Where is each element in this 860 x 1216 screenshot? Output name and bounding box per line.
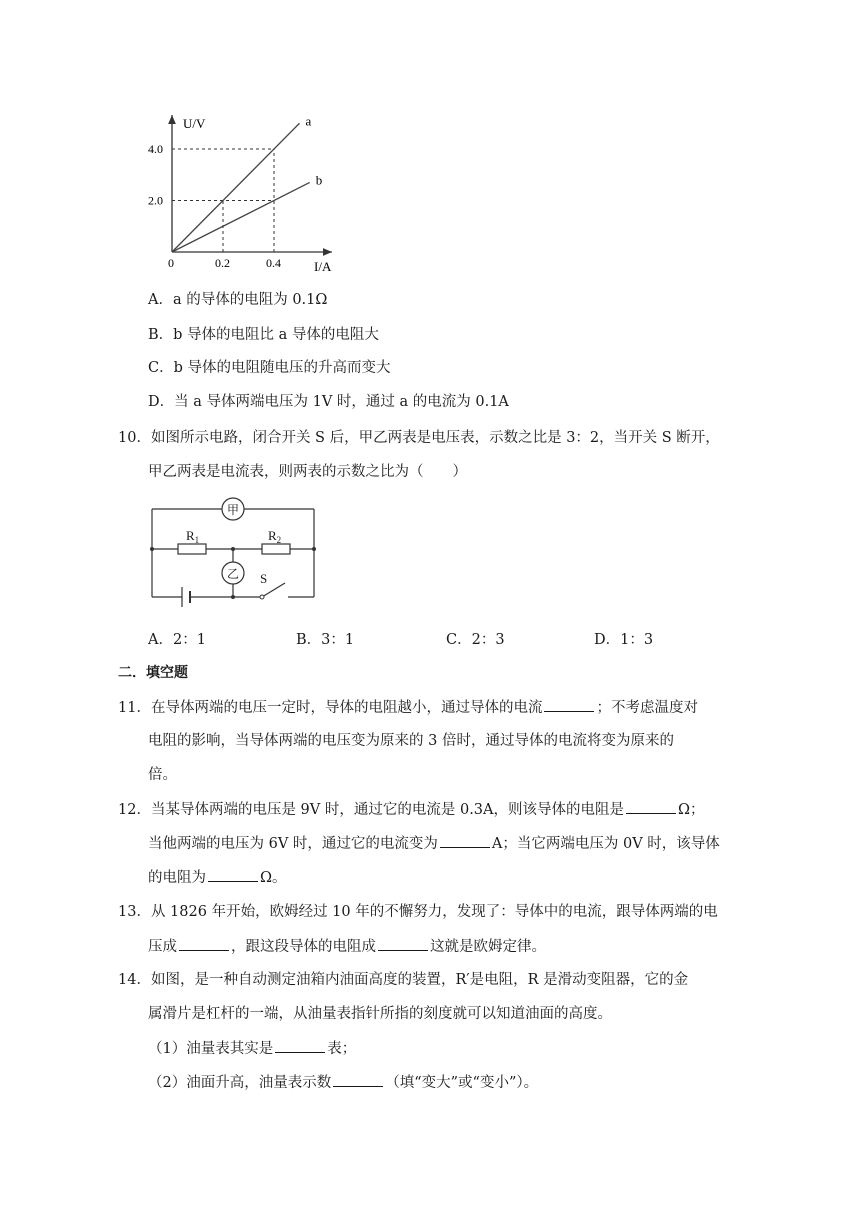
- y-tick-label: 2.0: [148, 193, 163, 208]
- q11-text-a: 11．在导体两端的电压一定时，导体的电阻越小，通过导体的电流: [118, 700, 543, 716]
- junction-right: [312, 547, 316, 551]
- q13-blank-1[interactable]: [179, 936, 229, 951]
- q10-stem-line1: 10．如图所示电路，闭合开关 S 后，甲乙两表是电压表，示数之比是 3：2，当开关 S 断开，: [118, 430, 720, 446]
- circuit-diagram: [0, 494, 860, 614]
- r1-label: $R_1$: [186, 528, 200, 545]
- q10-option-d: D．1：3: [594, 632, 654, 648]
- q13-line2: [148, 936, 546, 957]
- q12-text-e: 的电阻为: [148, 870, 206, 886]
- section-heading-fill-blank: 二．填空题: [118, 665, 188, 681]
- q11-line3: 倍。: [148, 767, 177, 783]
- q12-line2: [148, 833, 720, 854]
- origin-label: 0: [168, 256, 174, 270]
- r2-label: $R_2$: [268, 528, 282, 545]
- resistor-r2: [262, 544, 290, 554]
- q13-line1: 13．从 1826 年开始，欧姆经过 10 年的不懈努力，发现了：导体中的电流，跟导体两端的电: [118, 904, 718, 920]
- series-label-a: a: [305, 113, 312, 129]
- series-label-b: b: [315, 172, 323, 188]
- junction-left: [150, 547, 154, 551]
- x-tick-label: 0.4: [266, 256, 281, 270]
- q10-option-b: B．3：1: [296, 632, 355, 648]
- q14-text-c: （2）油面升高，油量表示数: [148, 1075, 332, 1091]
- junction-middle: [231, 547, 235, 551]
- q14-sub1: [148, 1038, 356, 1059]
- q9-option-a: A．a 的导体的电阻为 0.1Ω: [148, 292, 328, 308]
- switch-pivot: [260, 595, 264, 599]
- q14-line2: 属滑片是杠杆的一端，从油量表指针所指的刻度就可以知道油面的高度。: [148, 1006, 612, 1022]
- q9-option-c: C．b 导体的电阻随电压的升高而变大: [148, 360, 391, 376]
- q14-sub2: [148, 1072, 538, 1093]
- q12-line1: [118, 799, 705, 820]
- switch-label: S: [260, 571, 268, 586]
- q13-blank-2[interactable]: [378, 936, 428, 951]
- q14-text-d: （填“变大”或“变小”）。: [385, 1075, 539, 1091]
- q13-text-c: 这就是欧姆定律。: [430, 939, 546, 955]
- q12-text-c: 当他两端的电压为 6V 时，通过它的电流变为: [148, 836, 438, 852]
- q11-line1: [118, 697, 698, 718]
- q11-blank-1[interactable]: [544, 697, 594, 712]
- series-line-a: [172, 123, 300, 252]
- series-line-b: [172, 182, 310, 252]
- q10-stem-line2: 甲乙两表是电流表，则两表的示数之比为（ ）: [148, 464, 467, 480]
- q14-blank-2[interactable]: [333, 1072, 383, 1087]
- q9-option-d: D．当 a 导体两端电压为 1V 时，通过 a 的电流为 0.1A: [148, 394, 509, 410]
- q12-text-d: A；当它两端电压为 0V 时，该导体: [491, 836, 720, 852]
- q14-text-a: （1）油量表其实是: [148, 1041, 274, 1057]
- q12-text-f: Ω。: [260, 870, 287, 886]
- q13-text-b: ，跟这段导体的电阻成: [231, 939, 376, 955]
- q11-text-b: ；不考虑温度对: [596, 700, 698, 716]
- resistor-r1: [178, 544, 206, 554]
- y-axis-label: U/V: [183, 116, 206, 131]
- q12-blank-1[interactable]: [626, 799, 676, 814]
- meter-yi-label: 乙: [227, 567, 240, 581]
- q11-line2: 电阻的影响，当导体两端的电压变为原来的 3 倍时，通过导体的电流将变为原来的: [148, 733, 674, 749]
- u-i-graph: [0, 110, 860, 390]
- q12-line3: [148, 867, 287, 888]
- q12-blank-2[interactable]: [440, 833, 490, 848]
- x-tick-label: 0.2: [215, 256, 230, 270]
- q10-option-a: A．2：1: [148, 632, 206, 648]
- q14-line1: 14．如图，是一种自动测定油箱内油面高度的装置，R′是电阻，R 是滑动变阻器，它的金: [118, 972, 689, 988]
- y-tick-label: 4.0: [148, 142, 163, 156]
- q12-text-a: 12．当某导体两端的电压是 9V 时，通过它的电流是 0.3A，则该导体的电阻是: [118, 802, 625, 818]
- junction-bottom: [231, 595, 235, 599]
- x-axis-label: I/A: [314, 259, 332, 274]
- q14-text-b: 表；: [327, 1041, 357, 1057]
- q13-text-a: 压成: [148, 939, 177, 955]
- q9-option-b: B．b 导体的电阻比 a 导体的电阻大: [148, 327, 379, 343]
- q12-text-b: Ω；: [678, 802, 705, 818]
- q14-blank-1[interactable]: [275, 1038, 325, 1053]
- q12-blank-3[interactable]: [208, 867, 258, 882]
- meter-jia-label: 甲: [227, 503, 240, 517]
- q10-option-c: C．2：3: [446, 632, 505, 648]
